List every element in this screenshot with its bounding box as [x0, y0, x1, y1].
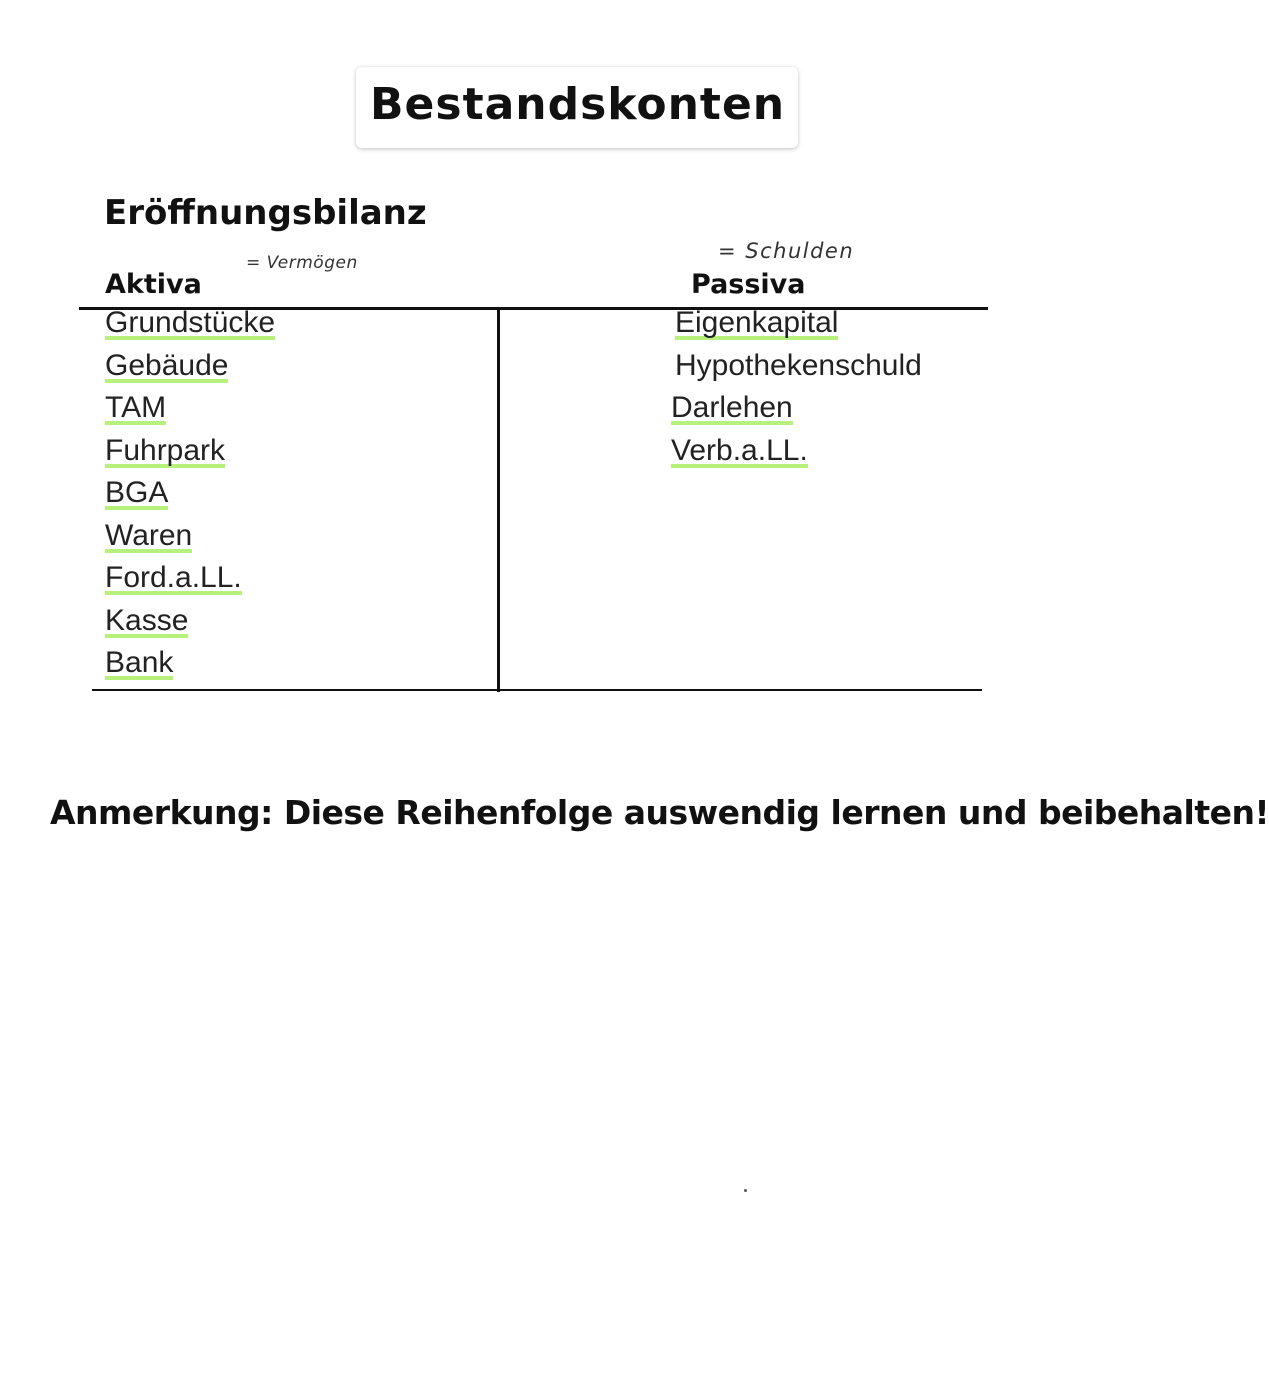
passiva-item: Verb.a.LL.: [671, 434, 808, 467]
t-account-divider: [497, 309, 500, 692]
passiva-note: = Schulden: [718, 239, 855, 263]
aktiva-item: Grundstücke: [105, 306, 276, 339]
aktiva-item: Fuhrpark: [105, 434, 226, 467]
aktiva-item: Bank: [105, 646, 174, 679]
balance-title: Eröffnungsbilanz: [104, 193, 427, 233]
aktiva-item: BGA: [105, 476, 169, 509]
t-account-bottom-line: [92, 689, 982, 691]
remark-note: Anmerkung: Diese Reihenfolge auswendig lernen und beibehalten!: [50, 793, 1269, 832]
stray-mark: [744, 1189, 747, 1192]
passiva-item: Darlehen: [671, 391, 793, 424]
passiva-heading: Passiva: [691, 269, 806, 300]
aktiva-item: Kasse: [105, 604, 189, 637]
aktiva-note: = Vermögen: [246, 253, 358, 273]
passiva-item: Eigenkapital: [675, 306, 839, 339]
passiva-item: Hypothekenschuld: [675, 349, 922, 382]
title-box: [356, 67, 798, 148]
aktiva-item: Ford.a.LL.: [105, 561, 242, 594]
page-title: Bestandskonten: [370, 79, 786, 130]
aktiva-item: Gebäude: [105, 349, 229, 382]
aktiva-item: Waren: [105, 519, 193, 552]
aktiva-item: TAM: [105, 391, 167, 424]
aktiva-heading: Aktiva: [105, 269, 202, 300]
